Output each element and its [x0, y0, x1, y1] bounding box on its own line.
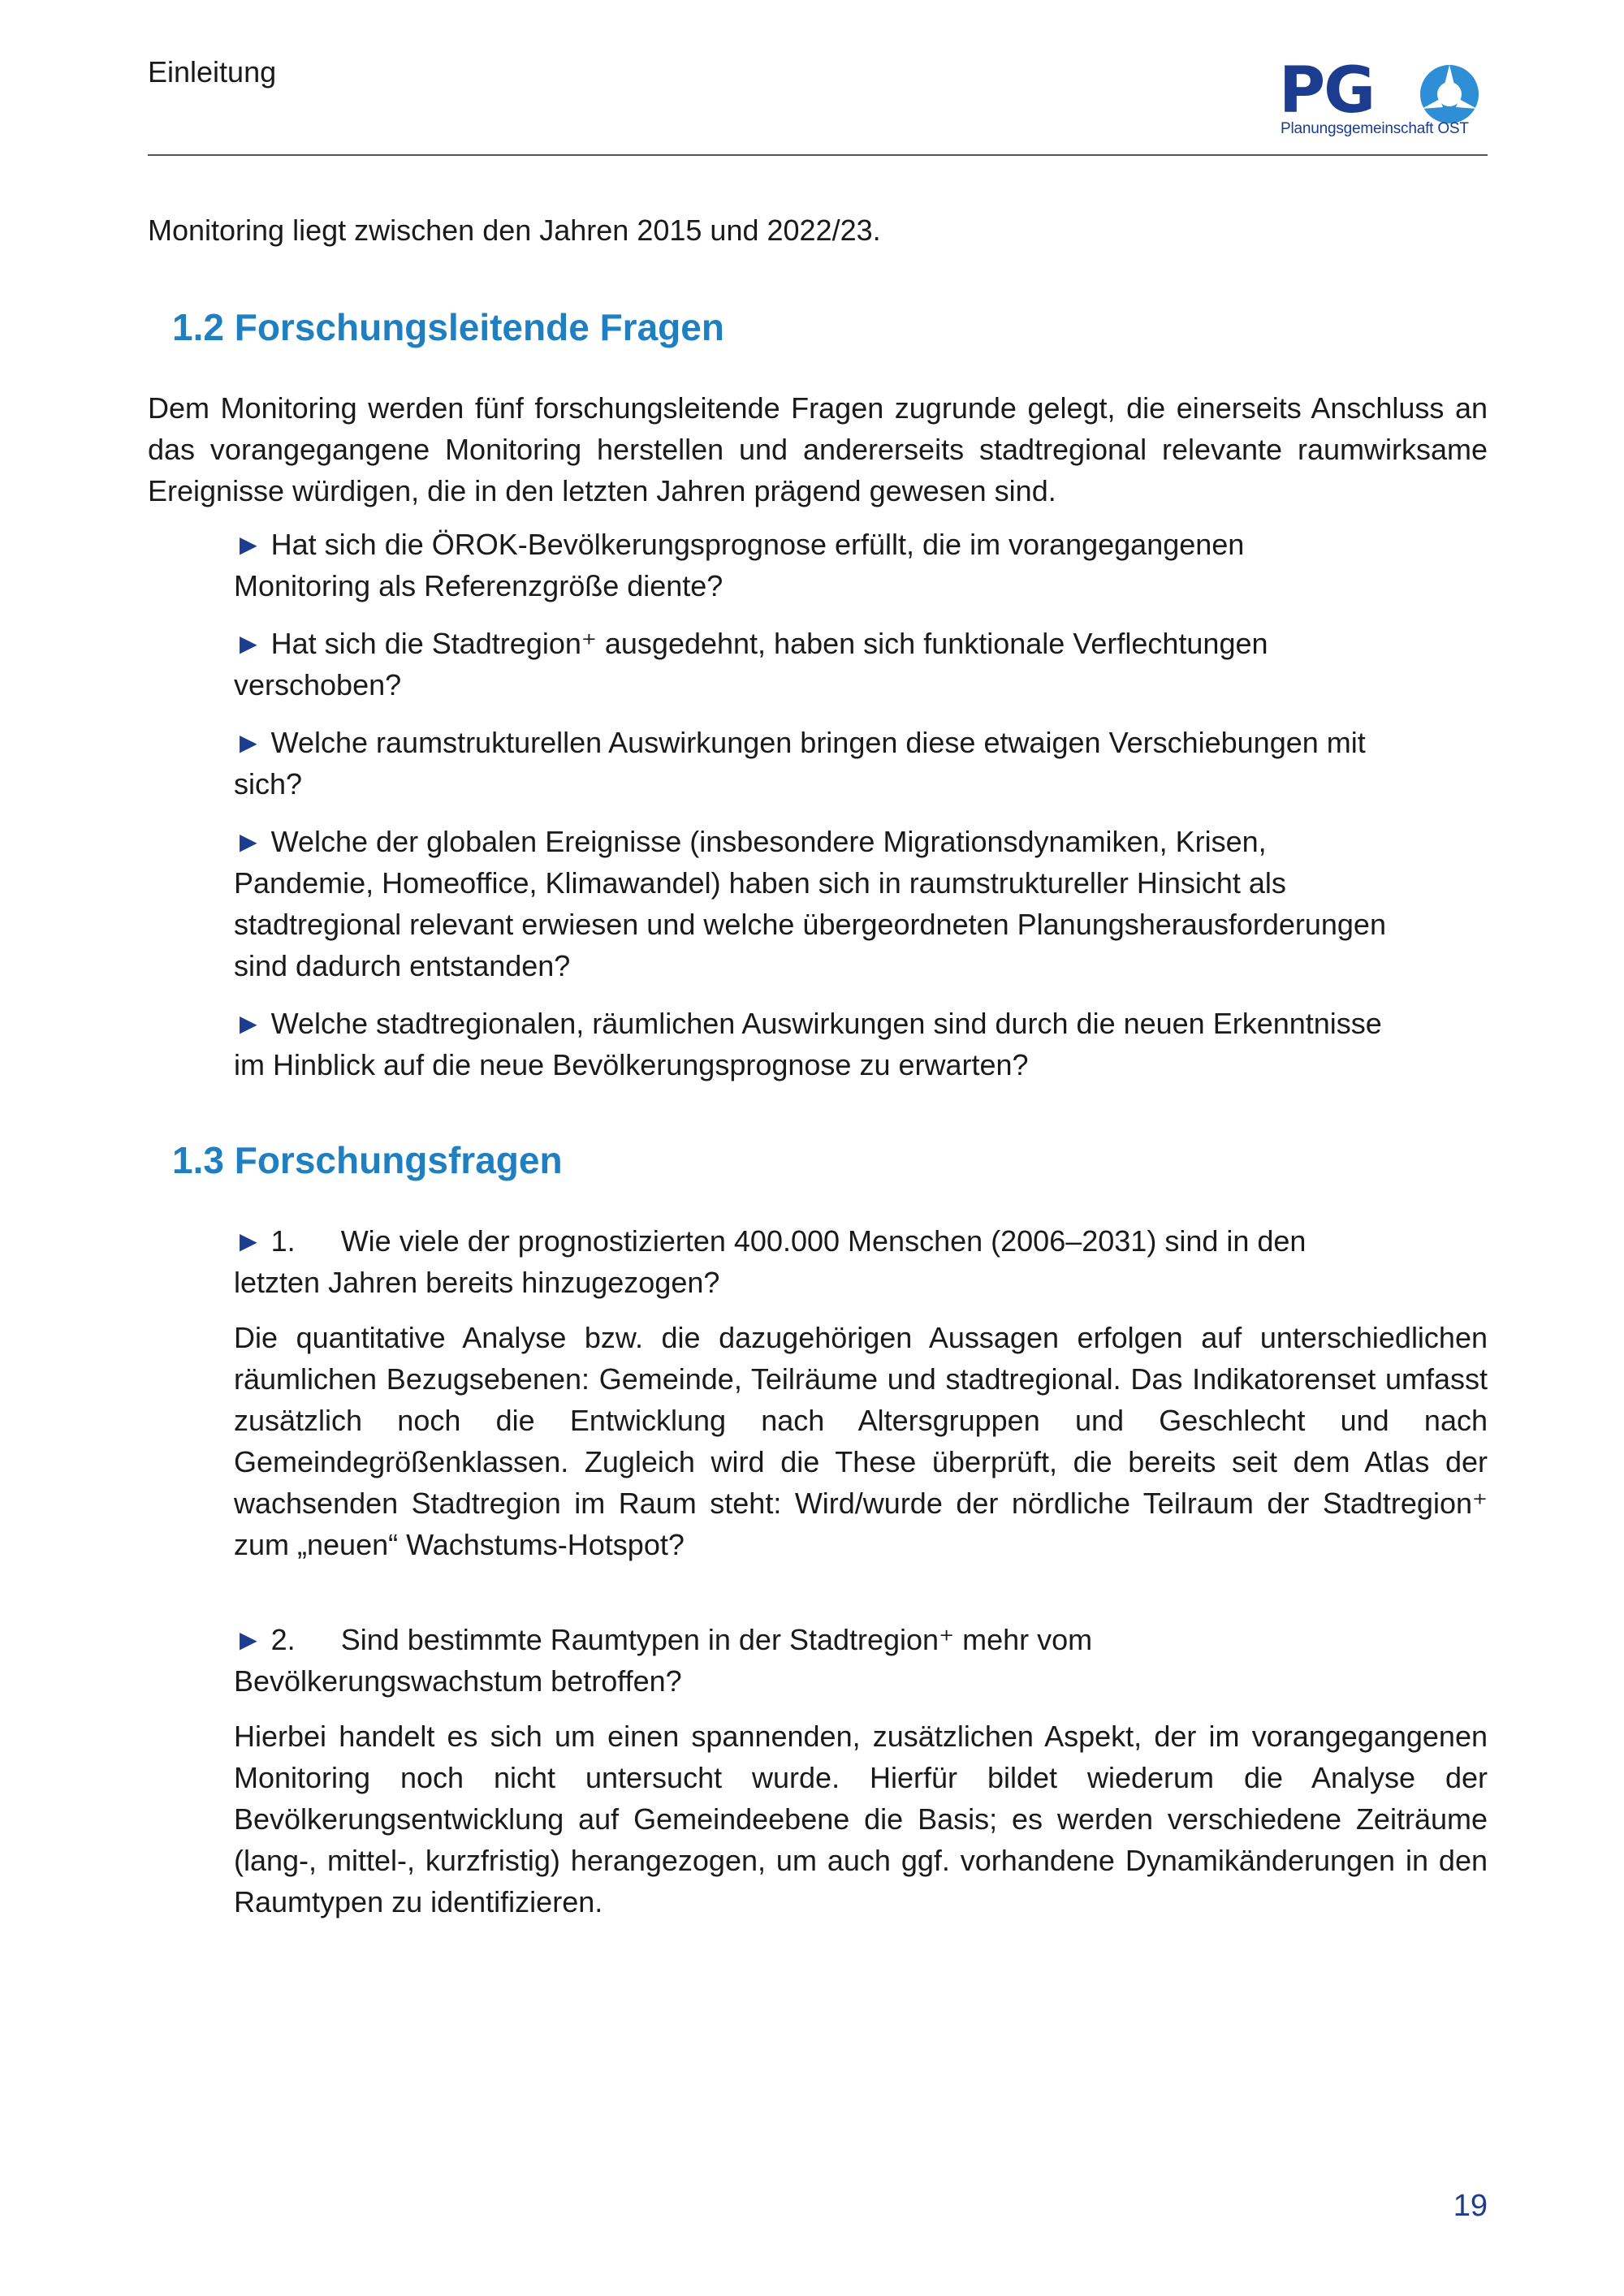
list-item: ► Welche der globalen Ereignisse (insbesondere Migrationsdynamiken, Krisen, Pandemie, Homeoffice, Klimawandel) haben sich in raumstruktureller Hinsicht als stadtregional relevant erwiesen und welche übergeordneten Planungsherausforderungen sind dadurch entstanden? [234, 825, 1386, 982]
list-item: ► Hat sich die ÖROK-Bevölkerungsprognose erfüllt, die im vorangegangenen Monitoring als Referenzgröße diente? [234, 528, 1245, 602]
section-1-2-intro: Dem Monitoring werden fünf forschungsleitende Fragen zugrunde gelegt, die einerseits Anschluss an das vorangegangene Monitoring herstellen und andererseits stadtregional relevante raumwirksame Ereignisse würdigen, die in den letzten Jahren prägend gewesen sind. [148, 391, 1488, 507]
logo-subtitle: Planungsgemeinschaft OST [1281, 120, 1469, 137]
pg-logo [1279, 54, 1490, 140]
bullet-arrow-icon: ► [234, 1224, 263, 1258]
question-list [234, 524, 1387, 1085]
bullet-arrow-icon: ► [234, 528, 263, 561]
numbered-question [234, 1619, 1387, 1702]
page-number: 19 [1453, 2189, 1488, 2223]
logo-letters: PG [1279, 54, 1375, 127]
logo-symbol-icon [1417, 62, 1482, 127]
list-item: ► Welche raumstrukturellen Auswirkungen bringen diese etwaigen Verschiebungen mit sich? [234, 726, 1366, 801]
section-heading-1-3: 1.3 Forschungsfragen [172, 1139, 563, 1181]
header-rule [148, 154, 1488, 156]
intro-tail: Monitoring liegt zwischen den Jahren 2015 und 2022/23. [148, 214, 881, 247]
bullet-arrow-icon: ► [234, 726, 263, 759]
question-1-explanation: Die quantitative Analyse bzw. die dazugehörigen Aussagen erfolgen auf unterschiedlichen räumlichen Bezugsebenen: Gemeinde, Teilräume und stadtregional. Das Indikatorenset umfasst zusätzlich noch die Entwicklung nach Altersgruppen und Geschlecht und nach Gemeindegrößenklassen. Zugleich wird die These überprüft, die bereits seit dem Atlas der wachsenden Stadtregion im Raum steht: Wird/wurde der nördliche Teilraum der Stadtregion⁺ zum „neuen“ Wachstums-Hotspot? [234, 1321, 1488, 1561]
question-number: 1. [270, 1224, 296, 1258]
main-content [148, 209, 1488, 1923]
question-text: Wie viele der prognostizierten 400.000 Menschen (2006–2031) sind in den letzten Jahren bereits hinzugezogen? [234, 1224, 1307, 1299]
numbered-question [234, 1220, 1387, 1303]
list-item: ► Hat sich die Stadtregion⁺ ausgedehnt, haben sich funktionale Verflechtungen verschoben? [234, 627, 1268, 701]
research-question-1 [234, 1220, 1387, 1303]
question-2-explanation: Hierbei handelt es sich um einen spannenden, zusätzlichen Aspekt, der im vorangegangenen Monitoring noch nicht untersucht wurde. Hierfür bildet wiederum die Analyse der Bevölkerungsentwicklung auf Gemeindeebene die Basis; es werden verschiedene Zeiträume (lang-, mittel-, kurzfristig) herangezogen, um auch ggf. vorhandene Dynamikänderungen in den Raumtypen zu identifizieren. [234, 1720, 1488, 1918]
section-heading-1-2: 1.2 Forschungsleitende Fragen [172, 306, 724, 348]
list-item: ► Welche stadtregionalen, räumlichen Auswirkungen sind durch die neuen Erkenntnisse im Hinblick auf die neue Bevölkerungsprognose zu erwarten? [234, 1007, 1382, 1081]
running-header: Einleitung [148, 55, 277, 88]
bullet-arrow-icon: ► [234, 627, 263, 660]
bullet-arrow-icon: ► [234, 825, 263, 858]
question-text: Sind bestimmte Raumtypen in der Stadtregion⁺ mehr vom Bevölkerungswachstum betroffen? [234, 1623, 1093, 1698]
bullet-arrow-icon: ► [234, 1007, 263, 1040]
bullet-arrow-icon: ► [234, 1623, 263, 1656]
research-question-2 [234, 1619, 1387, 1702]
question-number: 2. [270, 1623, 296, 1656]
